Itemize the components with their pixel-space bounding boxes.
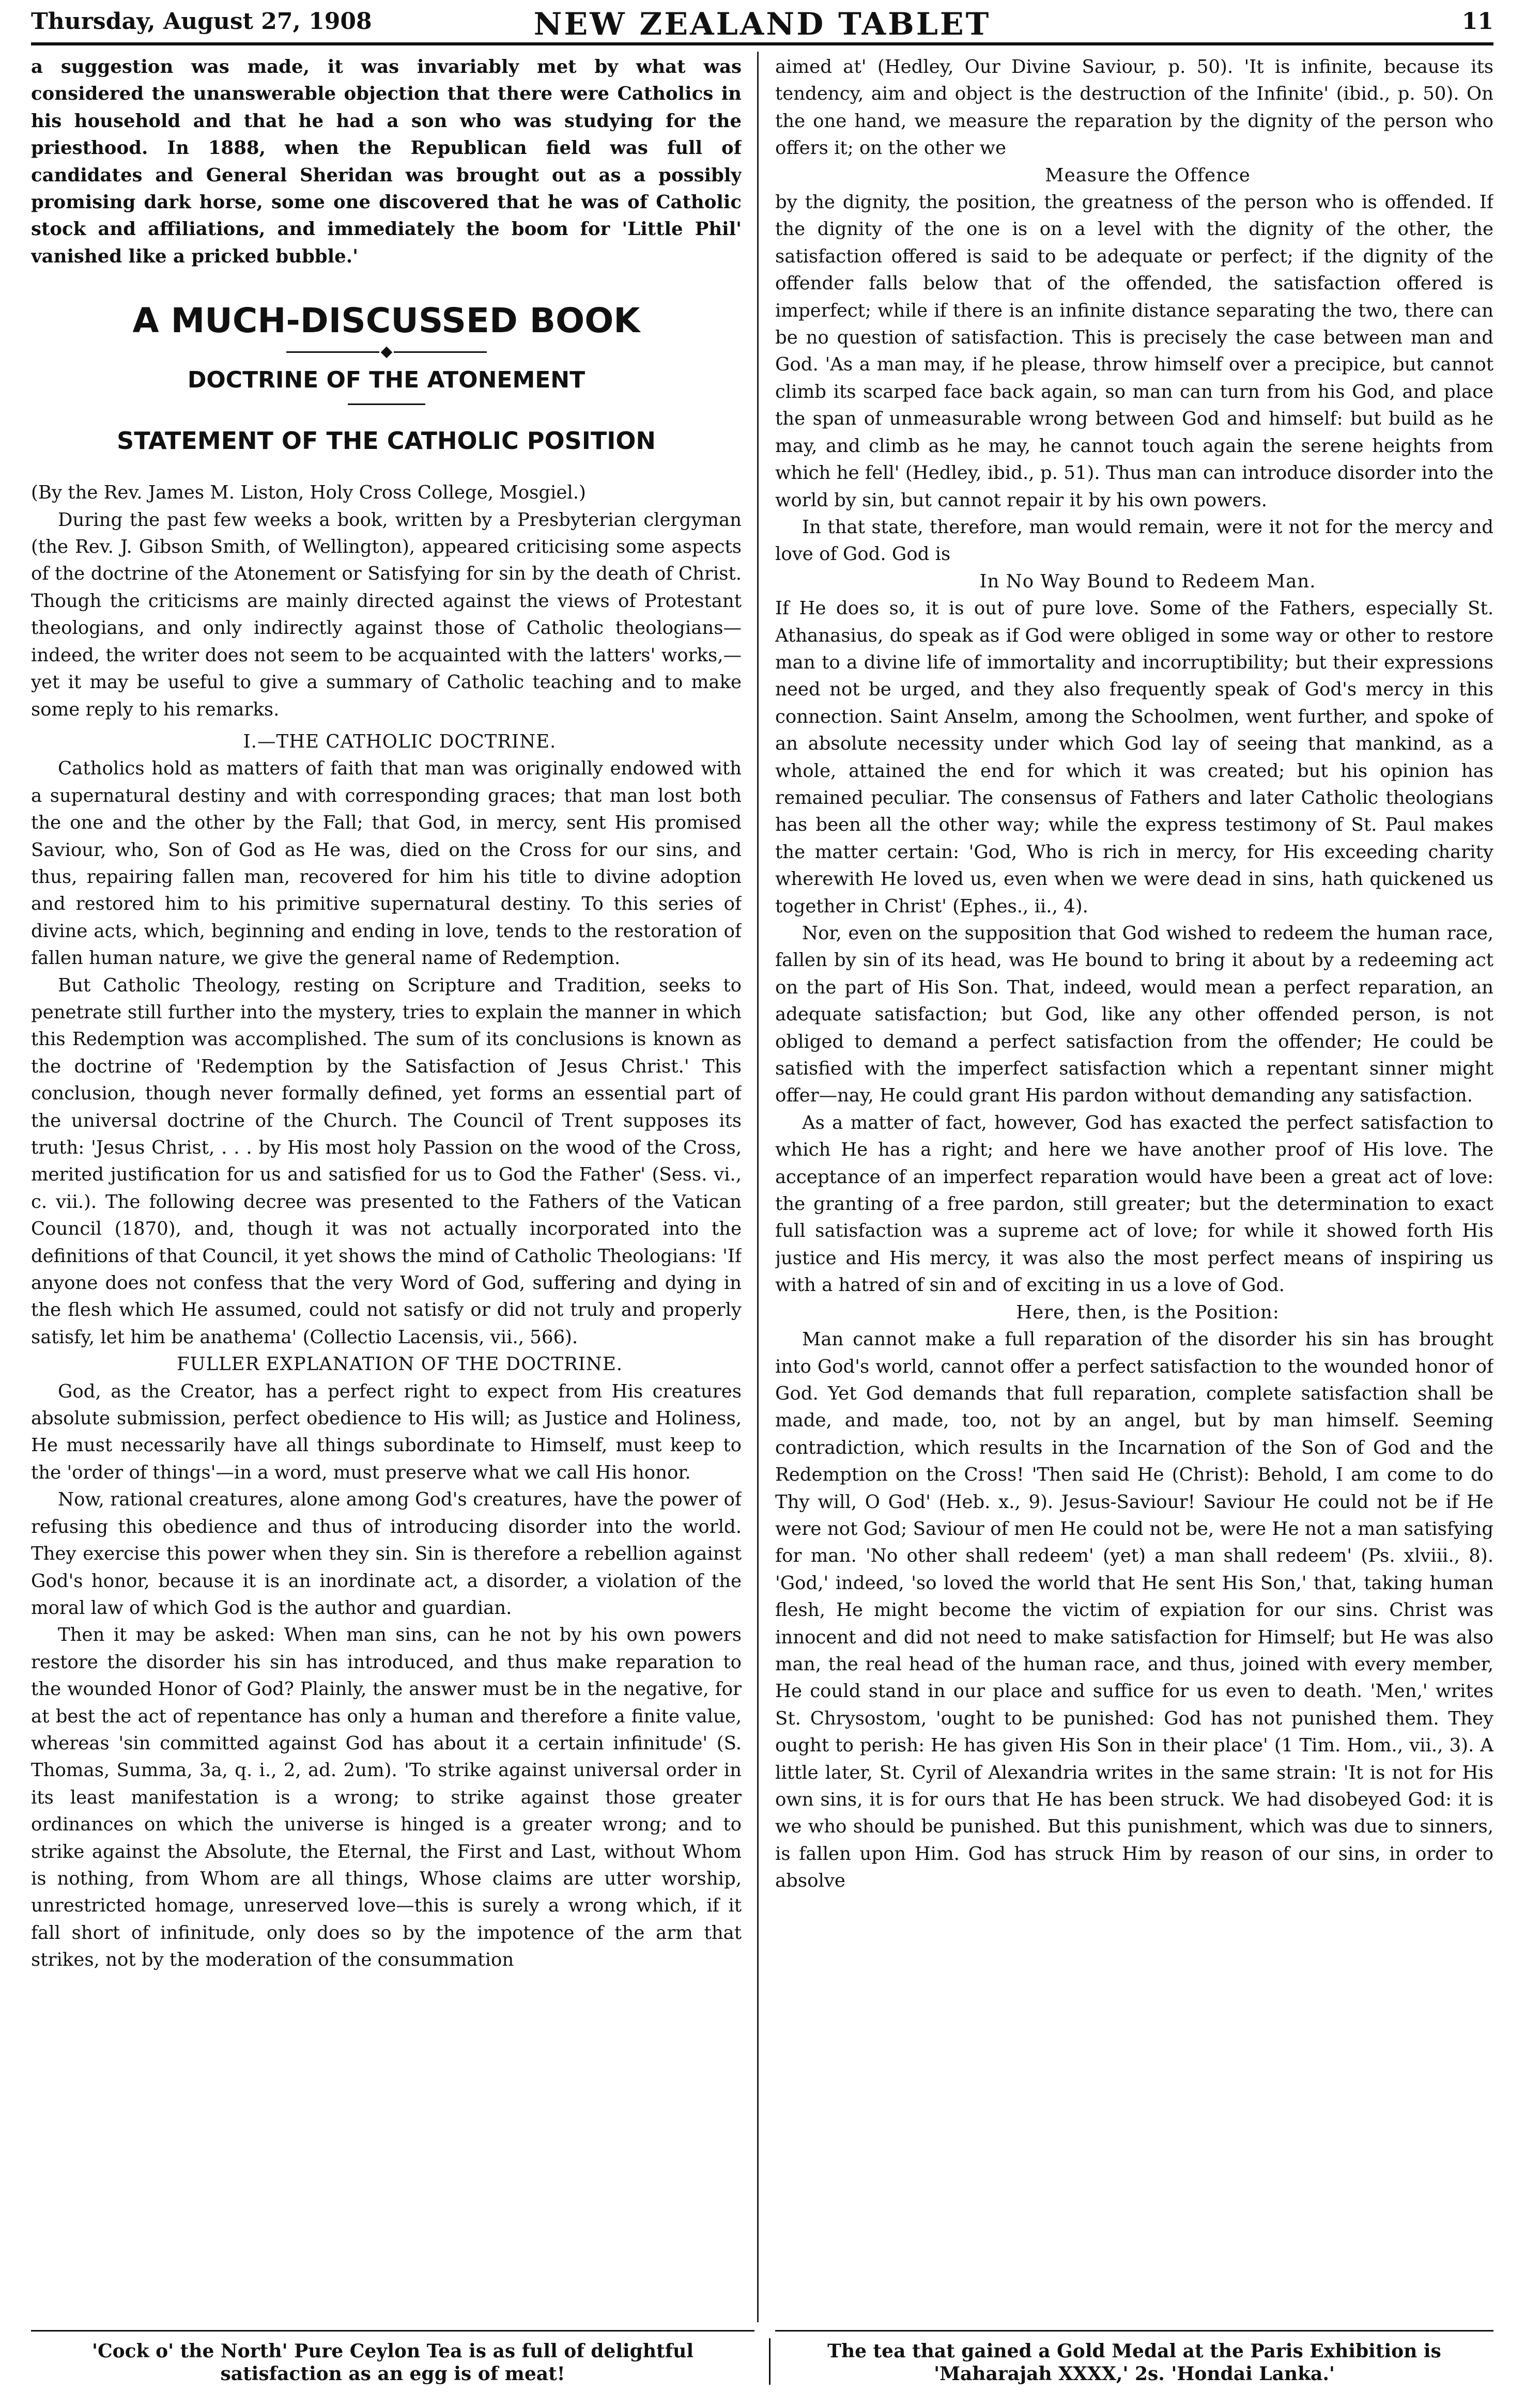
paragraph: If He does so, it is out of pure love. Some of the Fathers, especially St. Athanasius, do speak as if God were obliged in some way or other to restore man to a divine life of immortality and incorruptibility; but their expressions need not be urged, and they also frequently speak of God's mercy in this connection. Saint Anselm, among the Schoolmen, went further, and spoke of an absolute necessity under which God lay of seeing that mankind, as a whole, attained the end for which it was created; but his opinion has remained peculiar. The consensus of Fathers and later Catholic theologians has been all the other way; while the express testimony of St. Paul makes the matter certain: 'God, Who is rich in mercy, for His exceeding charity wherewith He loved us, even when we were dead in sins, hath quickened us together in Christ' (Ephes., ii., 4). xyxy=(775,598,1493,917)
paragraph: Catholics hold as matters of faith that man was originally endowed with a supernatural destiny and with corresponding graces; that man lost both the one and the other by the Fall; that God, in mercy, sent His promised Saviour, who, Son of God as He was, died on the Cross for our sins, and thus, repairing fallen man, recovered for him his title to divine adoption and restored him to his primitive supernatural destiny. To this series of divine acts, which, beginning and ending in love, tends to the restoration of fallen human nature, we give the general name of Redemption. xyxy=(31,758,742,969)
right-column xyxy=(775,54,1493,2318)
page-header xyxy=(31,6,1493,45)
issue-date: Thursday, August 27, 1908 xyxy=(31,8,372,35)
paragraph: by the dignity, the position, the greatness of the person who is offended. If the dignity of the one is on a level with the dignity of the other, the satisfaction offered is said to be adequate or perfect; if the dignity of the offender falls below that of the offended, the satisfaction offered is imperfect; while if there is an infinite distance separating the two, there can be no question of satisfaction. This is precisely the case between man and God. 'As a man may, if he please, throw himself over a precipice, but cannot climb its scarped face back again, so man can turn from his God, and place the span of unmeasurable wrong between God and himself: but build as he may, and climb as he may, he cannot touch again the serene heights from which he fell' (Hedley, ibid., p. 51). Thus man can introduce disorder into the world by sin, but cannot repair it by his own powers. xyxy=(775,192,1493,511)
paragraph: Then it may be asked: When man sins, can he not by his own powers restore the disorder his sin has introduced, and thus make reparation to the wounded Honor of God? Plainly, the answer must be in the negative, for at best the act of repentance has only a human and therefore a finite value, whereas 'sin committed against God has about it a certain infinitude' (S. Thomas, Summa, 3a, q. i., 2, ad. 2um). 'To strike against universal order in its least manifestation is a wrong; to strike against those greater ordinances on which the universe is hinged is a greater wrong; and to strike against the Absolute, the Eternal, the First and Last, without Whom is nothing, from Whom are all things, Whose claims are utter worship, unrestricted homage, unreserved love—this is surely a wrong which, if it fall short of infinitude, only does so by the impotence of the arm that strikes, not by the moderation of the consummation xyxy=(31,1624,742,1971)
masthead: NEW ZEALAND TABLET xyxy=(533,6,991,42)
paragraph: As a matter of fact, however, God has exacted the perfect satisfaction to which He has a right; and here we have another proof of His love. The acceptance of an imperfect reparation would have been a great act of love: the granting of a free pardon, still greater; but the determination to exact full satisfaction was a supreme act of love; for while it showed forth His justice and His mercy, it was also the most perfect means of inspiring us with a hatred of sin and of exciting in us a love of God. xyxy=(775,1112,1493,1296)
article-subtitle-2: STATEMENT OF THE CATHOLIC POSITION xyxy=(117,427,656,455)
section-heading: Measure the Offence xyxy=(1045,164,1251,186)
page-number: 11 xyxy=(1461,8,1493,35)
section-heading: FULLER EXPLANATION OF THE DOCTRINE. xyxy=(176,1354,623,1375)
paragraph: Now, rational creatures, alone among God's creatures, have the power of refusing this obedience and thus of introducing disorder into the world. They exercise this power when they sin. Sin is therefore a rebellion against God's honor, because it is an inordinate act, a disorder, a violation of the moral law of which God is the author and guardian. xyxy=(31,1489,742,1619)
paragraph: Nor, even on the supposition that God wished to redeem the human race, fallen by sin of its head, was He bound to bring it about by a redeeming act on the part of His Son. That, indeed, would mean a perfect reparation, an adequate satisfaction; but God, like any other offended person, is not obliged to demand a perfect satisfaction from the offender; He could be satisfied with the imperfect satisfaction which a repentant sinner might offer—nay, He could grant His pardon without demanding any satisfaction. xyxy=(775,923,1493,1107)
footer-ad-text: The tea that gained a Gold Medal at the Paris Exhibition is 'Maharajah XXXX,' 2s. 'Hondai Lanka.' xyxy=(827,2340,1441,2385)
footer-ad-left xyxy=(31,2330,754,2394)
article-subtitle: DOCTRINE OF THE ATONEMENT xyxy=(187,367,586,394)
byline: (By the Rev. James M. Liston, Holy Cross College, Mosgiel.) xyxy=(31,482,586,504)
footer-ad-right xyxy=(775,2330,1493,2394)
paragraph: aimed at' (Hedley, Our Divine Saviour, p. 50). 'It is infinite, because its tendency, aim and object is the destruction of the Infinite' (ibid., p. 50). On the one hand, we measure the reparation by the dignity of the person who offers it; on the other we xyxy=(775,56,1493,159)
left-column xyxy=(31,54,742,2318)
paragraph: Man cannot make a full reparation of the disorder his sin has brought into God's world, cannot offer a perfect satisfaction to the wounded honor of God. Yet God demands that full reparation, complete satisfaction shall be made, and made, too, not by an angel, but by man himself. Seeming contradiction, which results in the Incarnation of the Son of God and the Redemption on the Cross! 'Then said He (Christ): Behold, I am come to do Thy will, O God' (Heb. x., 9). Jesus-Saviour! Saviour He could not be if He were not God; Saviour of men He could not be, were He not a man satisfying for man. 'No other shall redeem' (yet) a man shall redeem' (Ps. xlviii., 8). 'God,' indeed, 'so loved the world that He sent His Son,' that, taking human flesh, He might become the victim of expiation for our sins. Christ was innocent and did not need to make satisfaction for Himself; but He was also man, the real head of the human race, and thus, joined with every member, He could stand in our place and suffice for us even to death. 'Men,' writes St. Chrysostom, 'ought to be punished: God has not punished them. They ought to perish: He has given His Son in their place' (1 Tim. Hom., vii., 3). A little later, St. Cyril of Alexandria writes in the same strain: 'It is not for His own sins, it is for ours that He has been struck. We had disobeyed God: it is we who should be punished. But this punishment, which was due to sinners, is fallen upon Him. God has struck Him by reason of our sins, in order to absolve xyxy=(775,1329,1493,1892)
continued-paragraph: a suggestion was made, it was invariably met by what was considered the unanswerable objection that there were Catholics in his household and that he had a son who was studying for the priesthood. In 1888, when the Republican field was full of candidates and General Sheridan was brought out as a possibly promising dark horse, some one discovered that he was of Catholic stock and affiliations, and immediately the boom for 'Little Phil' vanished like a pricked bubble.' xyxy=(31,56,742,267)
paragraph: But Catholic Theology, resting on Scripture and Tradition, seeks to penetrate still further into the mystery, tries to explain the manner in which this Redemption was accomplished. The sum of its conclusions is known as the doctrine of 'Redemption by the Satisfaction of Jesus Christ.' This conclusion, though never formally defined, yet forms an essential part of the universal doctrine of the Church. The Council of Trent supposes its truth: 'Jesus Christ, . . . by His most holy Passion on the wood of the Cross, merited justification for us and satisfied for us to God the Father' (Sess. vi., c. vii.). The following decree was presented to the Fathers of the Vatican Council (1870), and, though it was not actually incorporated into the definitions of that Council, it yet shows the mind of Catholic Theologians: 'If anyone does not confess that the very Word of God, suffering and dying in the flesh which He assumed, could not satisfy or did not truly and properly satisfy, let him be anathema' (Collectio Lacensis, vii., 566). xyxy=(31,974,742,1348)
footer-ad-text: 'Cock o' the North' Pure Ceylon Tea is as full of delightful satisfaction as an egg is of meat! xyxy=(92,2340,694,2385)
title-ornament xyxy=(31,344,742,359)
paragraph: In that state, therefore, man would remain, were it not for the mercy and love of God. God is xyxy=(775,516,1493,565)
footer-divider xyxy=(769,2338,771,2385)
paragraph: During the past few weeks a book, written by a Presbyterian clergyman (the Rev. J. Gibson Smith, of Wellington), appeared criticising some aspects of the doctrine of the Atonement or Satisfying for sin by the death of Christ. Though the criticisms are mainly directed against the views of Protestant theologians, and only indirectly against those of Catholic theologians—indeed, the writer does not seem to be acquainted with the latters' works,—yet it may be useful to give a summary of Catholic teaching and to make some reply to his remarks. xyxy=(31,509,742,720)
section-heading: I.—THE CATHOLIC DOCTRINE. xyxy=(243,731,557,752)
subtitle-rule xyxy=(348,403,425,405)
section-heading: Here, then, is the Position: xyxy=(1016,1301,1280,1323)
column-divider xyxy=(757,52,759,2322)
section-heading: In No Way Bound to Redeem Man. xyxy=(979,570,1316,592)
article-title: A MUCH-DISCUSSED BOOK xyxy=(132,301,640,341)
paragraph: God, as the Creator, has a perfect right to expect from His creatures absolute submission, perfect obedience to His will; as Justice and Holiness, He must necessarily have all things subordinate to Himself, must keep to the 'order of things'—in a word, must preserve what we call His honor. xyxy=(31,1380,742,1483)
